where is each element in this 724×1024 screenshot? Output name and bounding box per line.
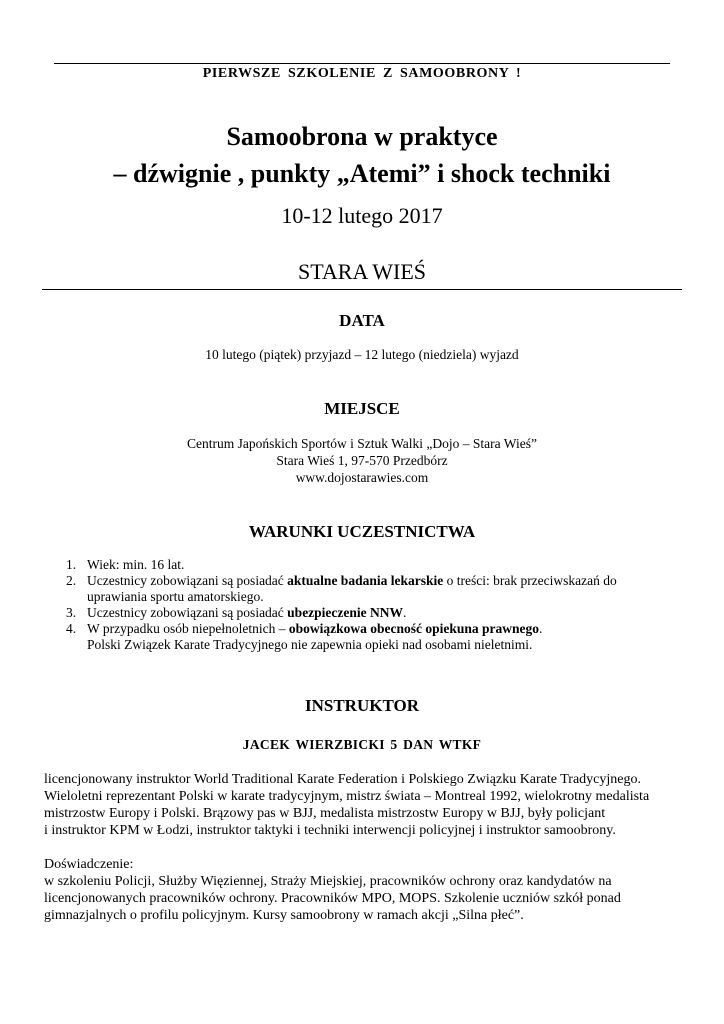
instructor-bio	[44, 771, 694, 839]
instructor-experience	[44, 856, 694, 924]
condition-text-bold: ubezpieczenie NNW	[287, 605, 404, 620]
condition-text-post: .	[538, 621, 543, 636]
main-title-line-2: – dźwignie , punkty „Atemi” i shock techniki	[113, 159, 611, 188]
condition-item	[66, 573, 686, 605]
pre-title: PIERWSZE SZKOLENIE Z SAMOOBRONY !	[202, 66, 522, 81]
condition-item	[66, 557, 686, 573]
condition-text-pre: Uczestnicy zobowiązani są posiadać	[87, 605, 288, 620]
top-rule	[54, 63, 670, 64]
event-dates: 10-12 lutego 2017	[281, 203, 443, 228]
condition-text-pre: W przypadku osób niepełnoletnich –	[87, 621, 289, 636]
experience-line: gimnazjalnych o profilu policyjnym. Kursy samoobrony w ramach akcji „Silna płeć”.	[44, 908, 524, 923]
condition-number: 4.	[66, 621, 77, 636]
bio-line: mistrzostw Europy i Polski. Brązowy pas w BJJ, medalista mistrzostw Europy w BJJ, były policjant	[44, 806, 606, 821]
experience-heading: Doświadczenie:	[44, 857, 134, 872]
condition-number: 3.	[66, 605, 77, 620]
condition-text-bold: obowiązkowa obecność opiekuna prawnego	[288, 621, 539, 636]
place-website: www.dojostarawies.com	[295, 470, 429, 485]
condition-text-post: o treści: brak przeciwskazań do	[443, 573, 617, 588]
section-rule	[42, 289, 682, 290]
condition-text-bold: aktualne badania lekarskie	[287, 573, 444, 588]
condition-text: Wiek: min. 16 lat.	[87, 557, 185, 572]
conditions-list	[66, 557, 686, 653]
event-location: STARA WIEŚ	[297, 259, 426, 284]
experience-line: licencjonowanych pracowników ochrony. Pracowników MPO, MOPS. Szkolenie uczniów szkół ponad	[44, 891, 621, 906]
condition-item	[66, 605, 686, 621]
experience-line: w szkoleniu Policji, Służby Więziennej, Straży Miejskiej, pracowników ochrony oraz kandydatów na	[44, 874, 612, 889]
bio-line: Wieloletni reprezentant Polski w karate tradycyjnym, mistrz świata – Montreal 1992, wielokrotny medalista	[44, 789, 650, 804]
condition-number: 1.	[66, 557, 77, 572]
condition-text-post: .	[403, 605, 407, 620]
condition-text-continued: uprawiania sportu amatorskiego.	[87, 589, 264, 604]
bio-line: licencjonowany instruktor World Traditional Karate Federation i Polskiego Związku Karate Tradycyjnego.	[44, 772, 641, 787]
data-text: 10 lutego (piątek) przyjazd – 12 lutego (niedziela) wyjazd	[205, 347, 519, 362]
instructor-name: JACEK WIERZBICKI 5 DAN WTKF	[242, 737, 482, 752]
data-heading: DATA	[339, 311, 385, 330]
bio-line: i instruktor KPM w Łodzi, instruktor taktyki i techniki interwencji policyjnej i instruktor samoobrony.	[44, 823, 616, 838]
condition-number: 2.	[66, 573, 77, 588]
conditions-note: Polski Związek Karate Tradycyjnego nie zapewnia opieki nad osobami nieletnimi.	[87, 637, 533, 652]
place-line-2: Stara Wieś 1, 97-570 Przedbórz	[276, 453, 448, 468]
instructor-heading: INSTRUKTOR	[305, 696, 419, 715]
condition-text-pre: Uczestnicy zobowiązani są posiadać	[87, 573, 288, 588]
condition-item	[66, 621, 686, 637]
place-line-1: Centrum Japońskich Sportów i Sztuk Walki „Dojo – Stara Wieś”	[187, 436, 537, 451]
main-title	[0, 118, 724, 192]
main-title-line-1: Samoobrona w praktyce	[226, 122, 498, 151]
place-heading: MIEJSCE	[324, 399, 400, 418]
conditions-heading: WARUNKI UCZESTNICTWA	[248, 522, 476, 541]
